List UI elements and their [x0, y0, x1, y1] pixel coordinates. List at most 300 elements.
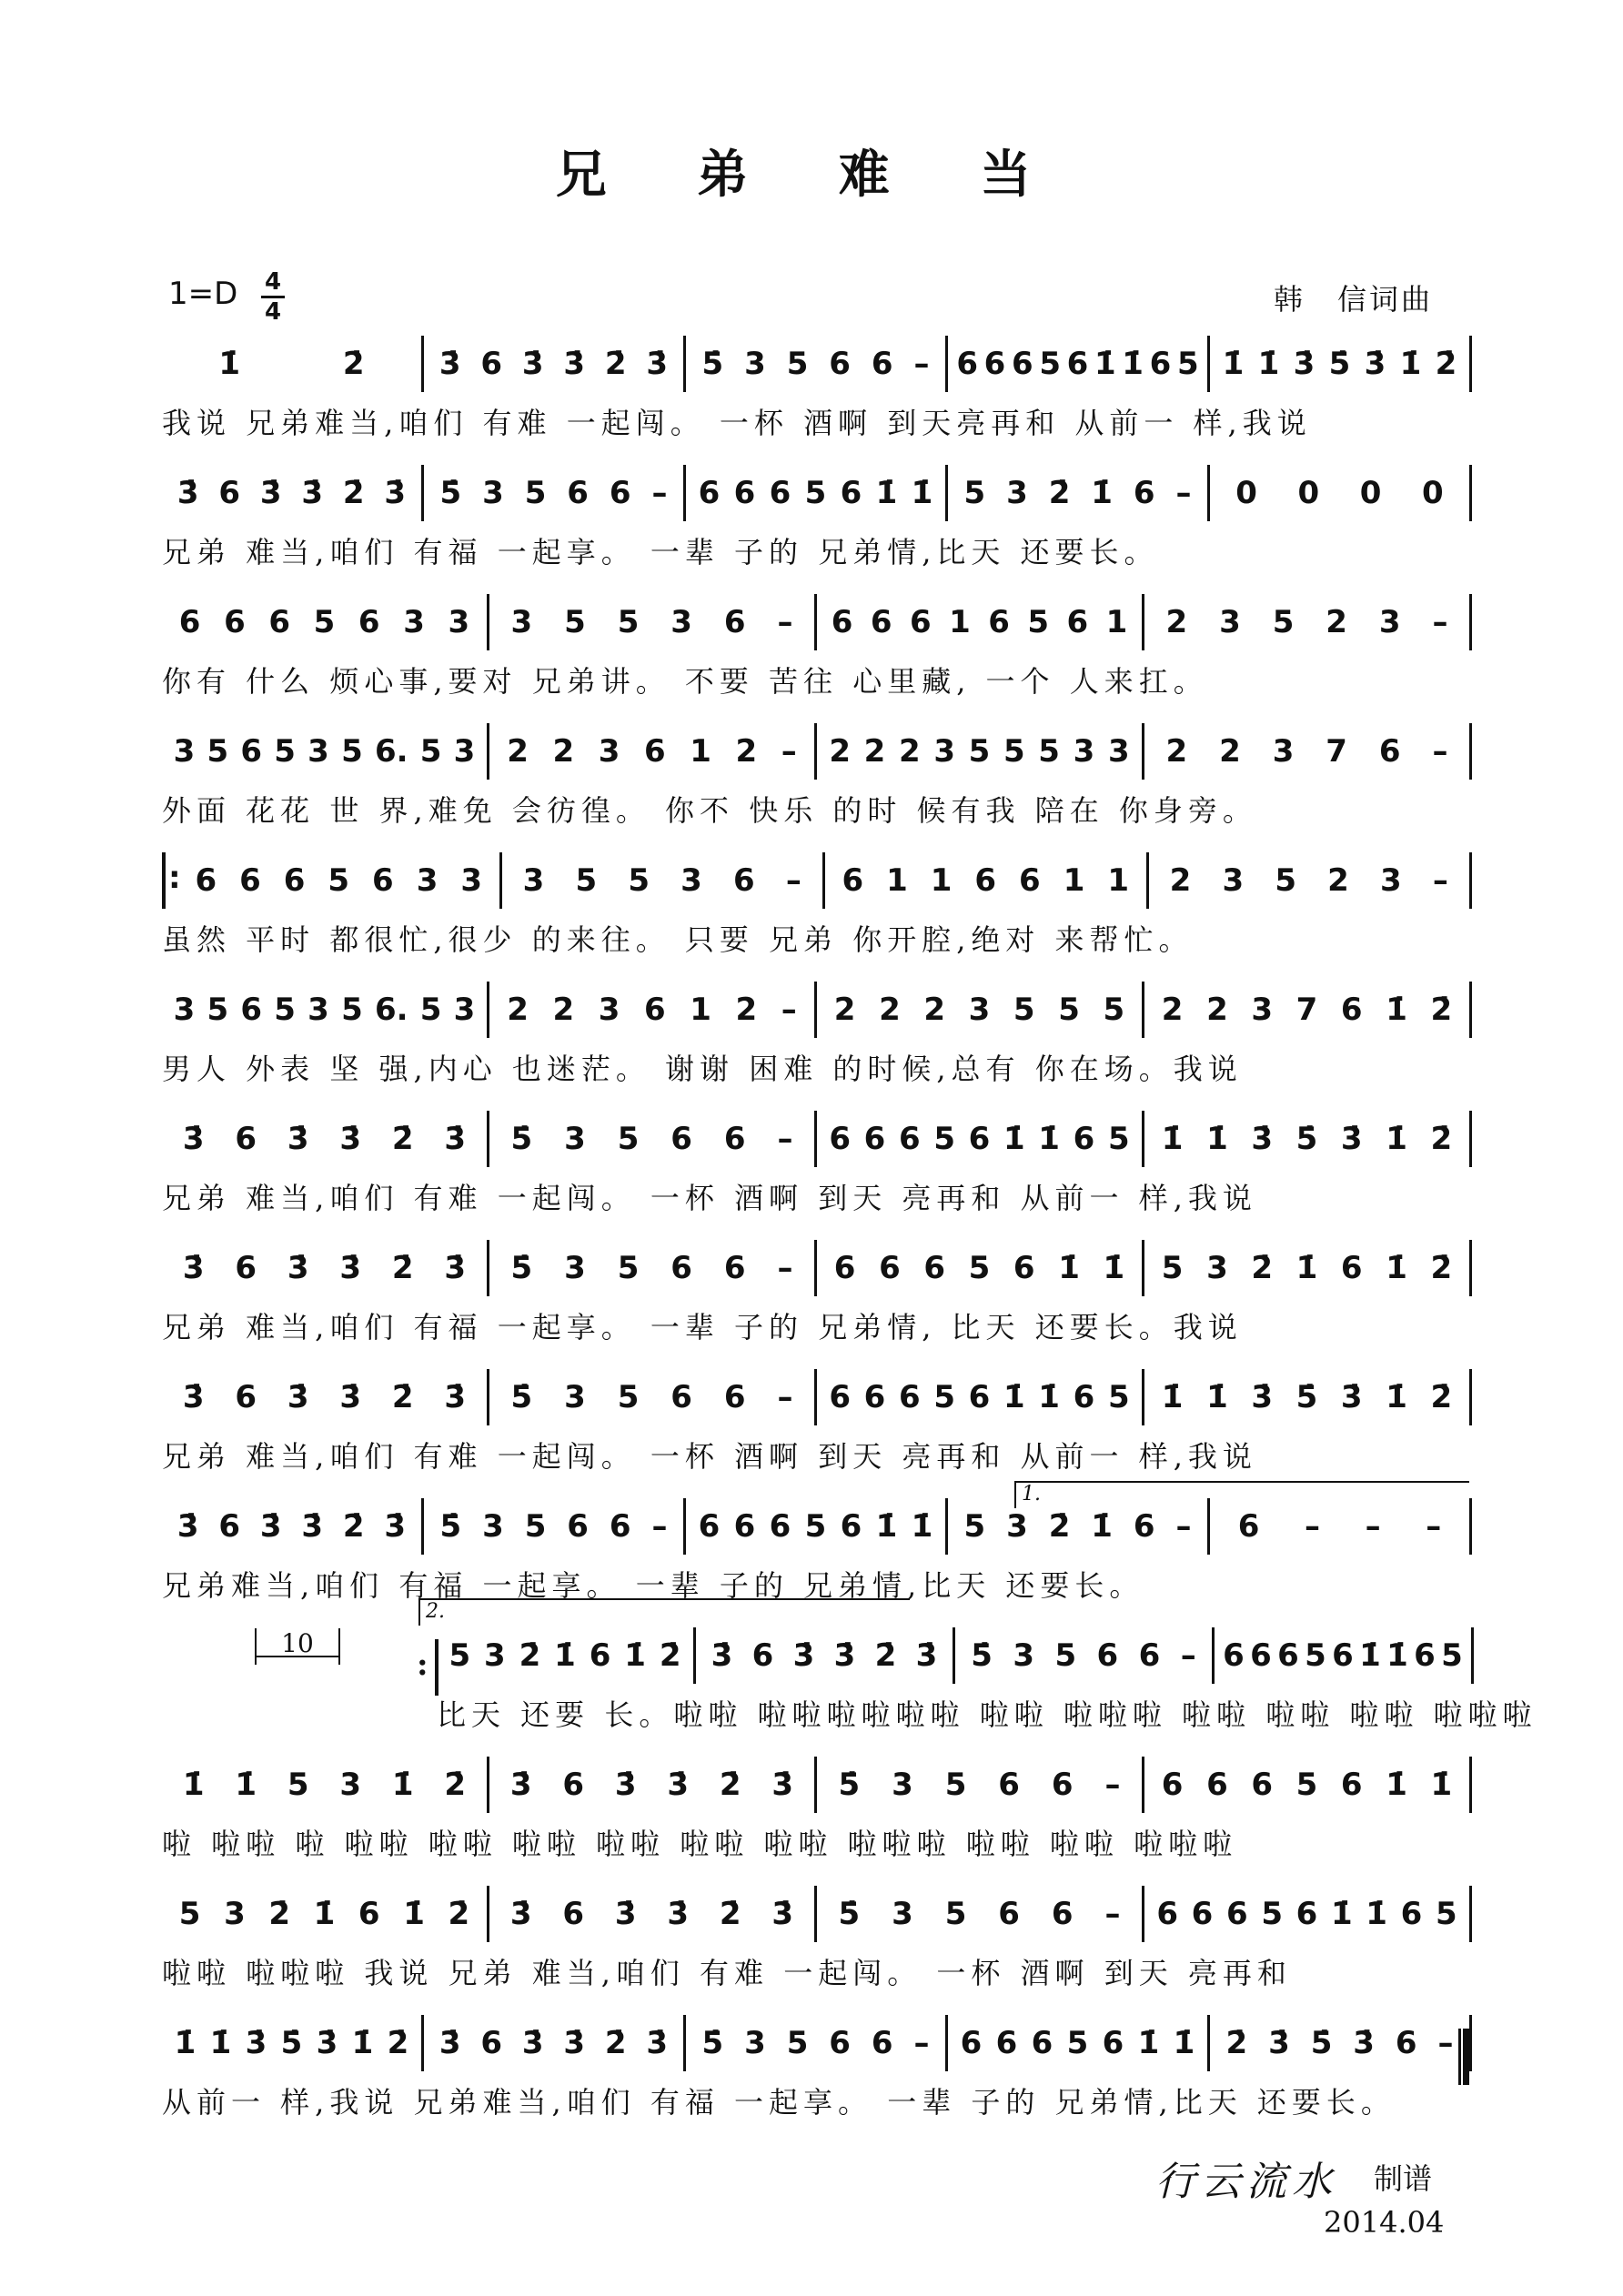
note: 0: [1359, 475, 1382, 511]
measure: [489, 1757, 814, 1812]
note: 3̇: [182, 1250, 205, 1286]
note: 2: [1327, 862, 1349, 899]
score-system: [162, 595, 1472, 704]
measure: [424, 466, 683, 520]
note: 1̇: [209, 2025, 232, 2061]
note: 1̇: [1386, 1250, 1407, 1286]
note: 1: [1063, 862, 1085, 899]
note: 1̇: [391, 1767, 414, 1803]
note: 5: [178, 1896, 201, 1932]
note: 6: [968, 1121, 991, 1157]
note: 1̇: [1366, 1896, 1387, 1932]
note: 3̇: [646, 2025, 669, 2061]
note: 6: [983, 346, 1006, 382]
note: 6: [1400, 1896, 1423, 1932]
note: 1̇: [1122, 346, 1144, 382]
note: 2: [1206, 992, 1228, 1028]
note: 5̇: [701, 346, 724, 382]
note: –: [777, 1250, 793, 1286]
measure: [162, 1499, 421, 1554]
note: 1̇: [1386, 992, 1407, 1028]
barline: [1469, 1886, 1472, 1942]
note: 6: [960, 2025, 983, 2061]
note: 5: [963, 475, 986, 511]
score-system: [162, 853, 1472, 962]
note: 3̇: [1251, 1121, 1274, 1157]
note: 5: [564, 604, 586, 640]
note: 2̇: [719, 1767, 741, 1803]
note: 3: [892, 1767, 913, 1803]
note: 2: [923, 992, 946, 1028]
measure: [489, 1112, 814, 1166]
note: 5: [1261, 1896, 1283, 1932]
note: 3̇: [1353, 2025, 1375, 2061]
measure: [1210, 466, 1469, 520]
note: 6: [1133, 475, 1155, 511]
start-repeat-sign: [162, 852, 178, 909]
note: 5: [313, 604, 336, 640]
note: 5: [524, 475, 547, 511]
note: 1̇: [554, 1637, 576, 1674]
score-system: [162, 1887, 1472, 1996]
barline: [1469, 852, 1472, 909]
note: 3: [1073, 733, 1095, 770]
note: 6: [1133, 1508, 1155, 1545]
note: 1: [1105, 604, 1128, 640]
note: 6: [1250, 1637, 1272, 1674]
note: 6: [562, 1896, 585, 1932]
note: 6: [870, 604, 892, 640]
barline: [1469, 336, 1472, 392]
note: 5: [328, 862, 350, 899]
note: 6: [240, 733, 263, 770]
note: 1̇: [1137, 2025, 1160, 2061]
note: 1: [690, 992, 711, 1028]
lyrics-line: 兄弟 难当,咱们 有福 一起享。 一辈 子的 兄弟情,比天 还要长。: [162, 535, 1159, 569]
note: 6: [1251, 1767, 1274, 1803]
measure: [162, 1757, 487, 1812]
note: 3: [482, 475, 504, 511]
note: 5: [944, 1896, 967, 1932]
note: 5: [786, 346, 809, 382]
note: 2: [1219, 733, 1241, 770]
note: 6: [733, 1508, 756, 1545]
note: 7: [1295, 992, 1318, 1028]
note: 6: [670, 1121, 692, 1157]
note: 3: [892, 1896, 913, 1932]
note: 3: [1206, 1250, 1228, 1286]
note: 6: [988, 604, 1010, 640]
note: 3: [1222, 862, 1245, 899]
note: 3̇: [287, 1250, 309, 1286]
note: 3: [1219, 604, 1241, 640]
note: 1̇: [1091, 1508, 1113, 1545]
notation-row: [162, 982, 1472, 1037]
note: 3: [598, 733, 620, 770]
note: –: [785, 862, 801, 899]
note: –: [1426, 1508, 1442, 1545]
measure: [686, 466, 945, 520]
note: 5: [968, 733, 991, 770]
note: 3̇: [301, 475, 324, 511]
note: –: [1305, 1508, 1321, 1545]
note: 6: [480, 2025, 503, 2061]
note: 6: [1161, 1767, 1184, 1803]
note: 5: [1305, 1637, 1326, 1674]
note: 2: [1161, 992, 1184, 1028]
note: 6: [235, 1379, 257, 1415]
note: 6: [235, 1250, 257, 1286]
note: 5: [1176, 346, 1199, 382]
note: 6: [268, 604, 291, 640]
barline: [1469, 1111, 1472, 1167]
note: 3: [460, 862, 482, 899]
note: 3: [224, 1896, 246, 1932]
note: 3̇: [614, 1896, 637, 1932]
measure: [825, 853, 1146, 908]
note: 5: [1003, 733, 1025, 770]
note: 3: [744, 346, 766, 382]
note: 5: [524, 1508, 547, 1545]
note: 6: [923, 1250, 946, 1286]
note: 3̇: [339, 1121, 362, 1157]
note: 5: [274, 733, 296, 770]
note: 1̇: [1173, 2025, 1195, 2061]
meter-top: 4: [264, 268, 282, 296]
time-signature: [259, 268, 287, 326]
note: 2: [1165, 604, 1188, 640]
barline: [1469, 723, 1472, 780]
note: –: [1432, 604, 1448, 640]
note: 5: [1272, 604, 1295, 640]
note: 6: [643, 733, 666, 770]
note: 3̇: [444, 1250, 467, 1286]
note: 3̇: [1293, 346, 1316, 382]
note: 3̇: [316, 2025, 338, 2061]
note: 3: [403, 604, 425, 640]
measure: [424, 2016, 683, 2070]
note: 3̇: [1340, 1379, 1363, 1415]
note: 2̇: [519, 1637, 541, 1674]
note: 2: [829, 733, 851, 770]
note: 5: [804, 1508, 827, 1545]
note: 3̇: [287, 1121, 309, 1157]
note: 5: [1107, 1379, 1130, 1415]
score-system: [162, 466, 1472, 575]
note: 6: [871, 2025, 893, 2061]
note: 2: [898, 733, 921, 770]
note: 6: [1277, 1637, 1299, 1674]
note: 1̇: [1399, 346, 1422, 382]
note: 3: [1380, 862, 1402, 899]
note: 6: [829, 346, 851, 382]
note: 3: [173, 992, 196, 1028]
measure: [489, 1370, 814, 1425]
note: 2̇: [444, 1767, 467, 1803]
barline: [1469, 982, 1472, 1038]
note: 3̇: [439, 346, 461, 382]
note: 3̇: [1364, 346, 1386, 382]
note: –: [777, 1121, 793, 1157]
note: 6: [1073, 1379, 1095, 1415]
note: 3: [564, 1250, 586, 1286]
note: 2: [1169, 862, 1192, 899]
notation-row: [162, 724, 1472, 779]
note: 3: [564, 1121, 586, 1157]
measure: [948, 466, 1207, 520]
lyrics-line: 虽然 平时 都很忙,很少 的来往。 只要 兄弟 你开腔,绝对 来帮忙。: [162, 922, 1194, 957]
final-barline: [1458, 2029, 1469, 2085]
note: 3: [968, 992, 991, 1028]
note: 6: [1191, 1896, 1214, 1932]
note: 3̇: [667, 1767, 690, 1803]
note: 2: [879, 992, 901, 1028]
note: 1̇: [1058, 1250, 1080, 1286]
measure: [489, 1241, 814, 1295]
barline: [1469, 1757, 1472, 1813]
measure: [489, 982, 814, 1037]
note: 6: [1340, 992, 1363, 1028]
note: 2̇: [1430, 1250, 1453, 1286]
note: –: [1437, 2025, 1454, 2061]
measure: [162, 337, 421, 391]
note: 5: [617, 1379, 640, 1415]
measure-count-marker: [255, 1628, 340, 1665]
note: 6: [1073, 1121, 1095, 1157]
note: 3: [564, 1379, 586, 1415]
note: 1̇: [1161, 1379, 1184, 1415]
note: 5: [274, 992, 296, 1028]
note: 3: [307, 992, 329, 1028]
note: 5: [944, 1767, 967, 1803]
end-repeat-sign: [417, 1639, 439, 1696]
note: 6: [358, 604, 380, 640]
note: 1̇: [403, 1896, 425, 1932]
note: 3: [173, 733, 196, 770]
note: 5: [933, 1379, 955, 1415]
measure: [489, 595, 814, 650]
note: 6: [833, 1250, 856, 1286]
note: 5: [963, 1508, 986, 1545]
note: –: [913, 2025, 930, 2061]
note: –: [781, 733, 797, 770]
score-system: [162, 1499, 1472, 1608]
note: 3̇: [245, 2025, 267, 2061]
note: 1̇: [624, 1637, 646, 1674]
note: 6: [283, 862, 306, 899]
note: 1̇: [1038, 1379, 1060, 1415]
note: 6: [670, 1379, 692, 1415]
note: 2: [863, 733, 886, 770]
note: 5̇: [439, 475, 462, 511]
measure: [948, 2016, 1207, 2070]
measure: [1210, 2016, 1469, 2070]
note: 6: [751, 1637, 774, 1674]
note: 5̇: [1295, 1121, 1318, 1157]
note: 2̇: [268, 1896, 291, 1932]
measure: [178, 853, 499, 908]
note: 1̇: [1003, 1379, 1025, 1415]
measure: [1144, 982, 1469, 1037]
note: 1̇: [1003, 1121, 1025, 1157]
lyrics-line: 兄弟 难当,咱们 有难 一起闯。 一杯 酒啊 到天 亮再和 从前一 样,我说: [162, 1439, 1257, 1474]
note: –: [1175, 1508, 1192, 1545]
measure: [948, 337, 1207, 391]
note: 1: [949, 604, 971, 640]
note: 2̇: [719, 1896, 741, 1932]
lyrics-line: 我说 兄弟难当,咱们 有难 一起闯。 一杯 酒啊 到天亮再和 从前一 样,我说: [162, 406, 1312, 440]
note: 6: [733, 862, 755, 899]
note: 3̇: [182, 1121, 205, 1157]
note: 5: [287, 1767, 309, 1803]
note: 6: [733, 475, 756, 511]
note: 3: [1013, 1637, 1034, 1674]
notation-row: [162, 1370, 1472, 1425]
measure: [424, 337, 683, 391]
note: 2̇: [342, 346, 365, 382]
note: 3: [1107, 733, 1130, 770]
note: 5̇: [701, 2025, 724, 2061]
note: 2: [507, 733, 529, 770]
note: 6: [879, 1250, 901, 1286]
note: 2̇: [874, 1637, 897, 1674]
measure: [686, 1499, 945, 1554]
note: 5̇: [510, 1121, 533, 1157]
measure: [1144, 1241, 1469, 1295]
note: 6: [723, 1121, 746, 1157]
measure: [817, 1757, 1142, 1812]
measure: [162, 1887, 487, 1941]
notation-row: [162, 1241, 1472, 1295]
note: 6: [240, 992, 263, 1028]
measure: [162, 595, 487, 650]
note: 2̇: [604, 346, 627, 382]
note: 6: [1013, 1250, 1035, 1286]
lyrics-line: 啦啦 啦啦啦 我说 兄弟 难当,咱们 有难 一起闯。 一杯 酒啊 到天 亮再和: [162, 1956, 1292, 1990]
measure: [686, 2016, 945, 2070]
score-system: [162, 724, 1472, 833]
note: 6: [1019, 862, 1041, 899]
note: –: [1104, 1896, 1121, 1932]
note: 6: [589, 1637, 611, 1674]
note: 6: [1096, 1637, 1119, 1674]
note: 5: [1107, 1121, 1130, 1157]
measure: [1210, 337, 1469, 391]
note: 3̇: [915, 1637, 938, 1674]
composer-credit: 韩 信词曲: [1274, 282, 1434, 317]
note: 5̇: [510, 1250, 533, 1286]
note: 1: [1107, 862, 1129, 899]
note: 5: [575, 862, 598, 899]
note: 6: [235, 1121, 257, 1157]
note: 6: [1332, 1637, 1354, 1674]
measure: [1144, 1887, 1469, 1941]
note: 6: [698, 475, 721, 511]
song-title: 兄 弟 难 当: [555, 146, 1068, 205]
note: 5: [617, 1250, 640, 1286]
note: 6: [239, 862, 261, 899]
lyrics-line: 兄弟 难当,咱们 有难 一起闯。 一杯 酒啊 到天 亮再和 从前一 样,我说: [162, 1181, 1257, 1215]
note: 2̇: [1251, 1250, 1274, 1286]
notation-row: [162, 1757, 1472, 1812]
note: 6: [1223, 1637, 1245, 1674]
note: 1̇: [1386, 1637, 1408, 1674]
note: 6: [567, 1508, 589, 1545]
note: 6: [909, 604, 932, 640]
note: 3̇: [444, 1379, 467, 1415]
measure: [489, 724, 814, 779]
measure: [424, 1499, 683, 1554]
note: 2: [507, 992, 529, 1028]
note: 1̇: [911, 1508, 933, 1545]
note: 6: [218, 1508, 241, 1545]
measure: [696, 1628, 953, 1683]
note: 5: [1295, 1767, 1318, 1803]
note: –: [1365, 1508, 1381, 1545]
note: 5̇: [971, 1637, 993, 1674]
note: 6: [567, 475, 589, 511]
note: 6: [195, 862, 217, 899]
score-system: [162, 2016, 1472, 2125]
barline: [1469, 1240, 1472, 1296]
note: –: [777, 604, 793, 640]
note: 6: [829, 2025, 851, 2061]
measure: [817, 724, 1142, 779]
note: 1: [690, 733, 711, 770]
note: 2: [833, 992, 856, 1028]
note: –: [1175, 475, 1192, 511]
note: 3̇: [792, 1637, 815, 1674]
notation-row: [162, 337, 1472, 391]
note: 3: [1272, 733, 1295, 770]
note: 6: [562, 1767, 585, 1803]
lyrics-line: 啦 啦啦 啦 啦啦 啦啦 啦啦 啦啦 啦啦 啦啦 啦啦啦 啦啦 啦啦 啦啦啦: [162, 1827, 1238, 1861]
score-system: [162, 1112, 1472, 1221]
note: 5: [1161, 1250, 1184, 1286]
score-system: [162, 982, 1472, 1092]
note: 5: [207, 992, 229, 1028]
note: 3̇: [614, 1767, 637, 1803]
barline: [1469, 594, 1472, 650]
note: 2̇: [342, 475, 365, 511]
note: 2̇: [1048, 475, 1071, 511]
note: 6: [995, 2025, 1018, 2061]
note: 5: [419, 733, 442, 770]
note: 1̇: [911, 475, 933, 511]
key-signature: 1=D: [168, 276, 238, 312]
note: 5̇: [439, 1508, 462, 1545]
note: 1̇: [182, 1767, 205, 1803]
note: –: [651, 475, 668, 511]
note: 3: [1251, 992, 1274, 1028]
measure: [817, 595, 1142, 650]
note: 6: [1395, 2025, 1417, 2061]
note: 6: [1340, 1250, 1363, 1286]
note: 3̇: [176, 475, 199, 511]
note: 2̇: [604, 2025, 627, 2061]
note: 6: [1225, 1896, 1248, 1932]
measure: [1215, 1628, 1471, 1683]
note: 2̇: [1048, 1508, 1071, 1545]
notation-row: [162, 466, 1472, 520]
note: 0: [1297, 475, 1320, 511]
note: 3: [510, 604, 533, 640]
note: 3: [416, 862, 439, 899]
note: 1̇: [218, 346, 241, 382]
note: –: [1104, 1767, 1121, 1803]
note: 2̇: [659, 1637, 681, 1674]
note: 1̇: [1257, 346, 1280, 382]
